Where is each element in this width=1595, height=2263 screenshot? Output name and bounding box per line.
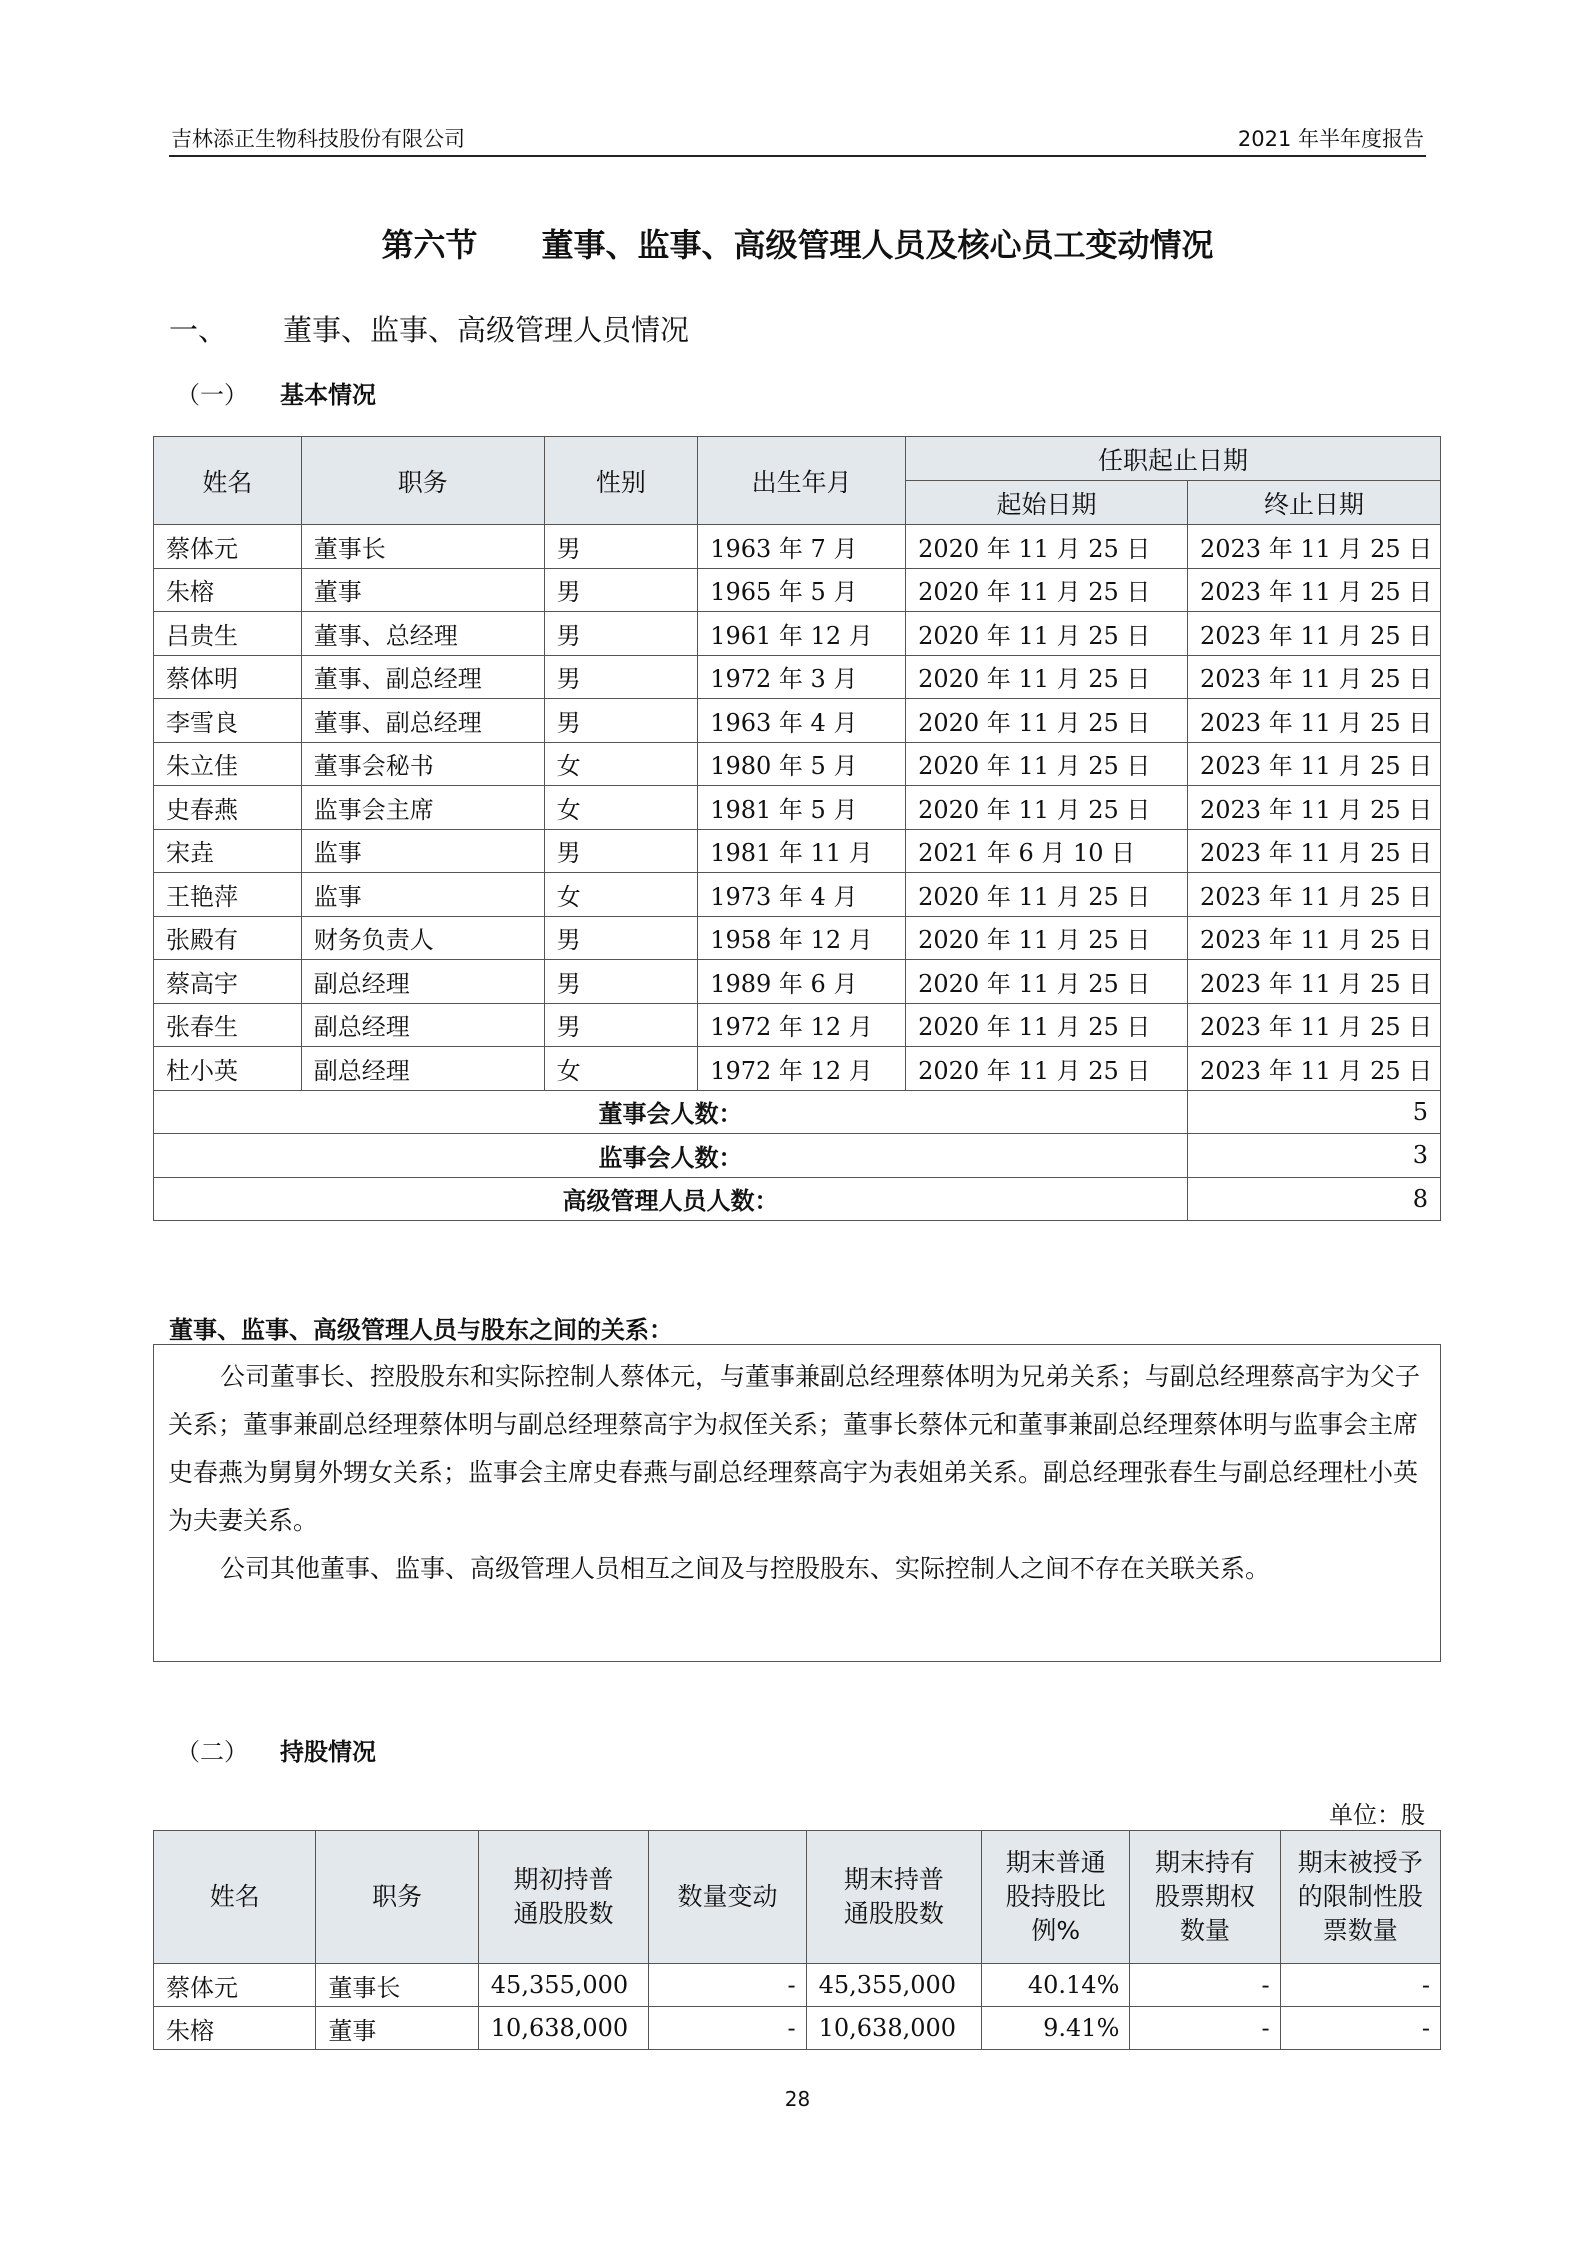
summary-row bbox=[154, 1177, 1441, 1221]
summary-label: 高级管理人员人数： bbox=[154, 1177, 1188, 1221]
cell-position: 副总经理 bbox=[301, 1003, 544, 1047]
heading-1-number: 一、 bbox=[169, 313, 228, 347]
cell-start: 2020 年 11 月 25 日 bbox=[906, 699, 1188, 743]
cell-begin-shares: 45,355,000 bbox=[478, 1964, 649, 2007]
cell-gender: 男 bbox=[544, 655, 698, 699]
cell-gender: 女 bbox=[544, 1047, 698, 1091]
cell-position: 董事长 bbox=[301, 525, 544, 569]
cell-name: 张殿有 bbox=[154, 916, 302, 960]
cell-start: 2021 年 6 月 10 日 bbox=[906, 829, 1188, 873]
cell-end: 2023 年 11 月 25 日 bbox=[1187, 612, 1440, 656]
cell-birth: 1973 年 4 月 bbox=[698, 873, 906, 917]
sh-header-options: 期末持有 股票期权 数量 bbox=[1130, 1831, 1280, 1964]
sh-header-begin-shares: 期初持普 通股股数 bbox=[478, 1831, 649, 1964]
summary-row bbox=[154, 1090, 1441, 1134]
cell-birth: 1989 年 6 月 bbox=[698, 960, 906, 1004]
cell-name: 朱立佳 bbox=[154, 742, 302, 786]
cell-start: 2020 年 11 月 25 日 bbox=[906, 742, 1188, 786]
summary-label: 监事会人数： bbox=[154, 1134, 1188, 1178]
cell-birth: 1972 年 12 月 bbox=[698, 1047, 906, 1091]
cell-birth: 1981 年 5 月 bbox=[698, 786, 906, 830]
cell-start: 2020 年 11 月 25 日 bbox=[906, 525, 1188, 569]
cell-restricted: - bbox=[1280, 2007, 1440, 2050]
heading-basic-info-number: （一） bbox=[176, 381, 248, 409]
cell-name: 朱榕 bbox=[154, 2007, 316, 2050]
table-row bbox=[154, 960, 1441, 1004]
sh-header-name: 姓名 bbox=[154, 1831, 316, 1964]
cell-end: 2023 年 11 月 25 日 bbox=[1187, 568, 1440, 612]
summary-value: 3 bbox=[1187, 1134, 1440, 1178]
cell-change: - bbox=[649, 2007, 806, 2050]
table-row bbox=[154, 699, 1441, 743]
cell-birth: 1958 年 12 月 bbox=[698, 916, 906, 960]
cell-birth: 1972 年 3 月 bbox=[698, 655, 906, 699]
shareholding-table bbox=[153, 1830, 1441, 2050]
cell-name: 李雪良 bbox=[154, 699, 302, 743]
cell-position: 财务负责人 bbox=[301, 916, 544, 960]
cell-birth: 1965 年 5 月 bbox=[698, 568, 906, 612]
table-row bbox=[154, 525, 1441, 569]
table-row bbox=[154, 1047, 1441, 1091]
cell-end: 2023 年 11 月 25 日 bbox=[1187, 829, 1440, 873]
cell-position: 监事会主席 bbox=[301, 786, 544, 830]
sh-header-position: 职务 bbox=[316, 1831, 478, 1964]
cell-name: 王艳萍 bbox=[154, 873, 302, 917]
cell-birth: 1963 年 7 月 bbox=[698, 525, 906, 569]
relations-box bbox=[153, 1344, 1441, 1662]
personnel-table bbox=[153, 436, 1441, 1221]
cell-start: 2020 年 11 月 25 日 bbox=[906, 1047, 1188, 1091]
cell-birth: 1972 年 12 月 bbox=[698, 1003, 906, 1047]
cell-position: 董事、总经理 bbox=[301, 612, 544, 656]
summary-value: 5 bbox=[1187, 1090, 1440, 1134]
personnel-table-body bbox=[154, 525, 1441, 1091]
cell-position: 董事、副总经理 bbox=[301, 699, 544, 743]
cell-birth: 1961 年 12 月 bbox=[698, 612, 906, 656]
cell-position: 董事长 bbox=[316, 1964, 478, 2007]
cell-gender: 女 bbox=[544, 873, 698, 917]
cell-position: 董事、副总经理 bbox=[301, 655, 544, 699]
sh-header-end-shares: 期末持普 通股股数 bbox=[806, 1831, 982, 1964]
table-row bbox=[154, 742, 1441, 786]
table-row bbox=[154, 568, 1441, 612]
cell-end: 2023 年 11 月 25 日 bbox=[1187, 786, 1440, 830]
cell-gender: 男 bbox=[544, 916, 698, 960]
cell-gender: 女 bbox=[544, 786, 698, 830]
cell-name: 张春生 bbox=[154, 1003, 302, 1047]
heading-1-text: 董事、监事、高级管理人员情况 bbox=[283, 313, 690, 347]
section-title: 第六节 董事、监事、高级管理人员及核心员工变动情况 bbox=[381, 226, 1214, 264]
cell-end: 2023 年 11 月 25 日 bbox=[1187, 742, 1440, 786]
cell-name: 宋垚 bbox=[154, 829, 302, 873]
col-header-term: 任职起止日期 bbox=[906, 437, 1441, 481]
cell-start: 2020 年 11 月 25 日 bbox=[906, 1003, 1188, 1047]
cell-end: 2023 年 11 月 25 日 bbox=[1187, 960, 1440, 1004]
cell-start: 2020 年 11 月 25 日 bbox=[906, 568, 1188, 612]
cell-birth: 1963 年 4 月 bbox=[698, 699, 906, 743]
heading-shareholding bbox=[176, 1732, 376, 1767]
table-row bbox=[154, 1003, 1441, 1047]
cell-gender: 男 bbox=[544, 525, 698, 569]
table-row bbox=[154, 873, 1441, 917]
cell-birth: 1980 年 5 月 bbox=[698, 742, 906, 786]
cell-birth: 1981 年 11 月 bbox=[698, 829, 906, 873]
cell-name: 杜小英 bbox=[154, 1047, 302, 1091]
personnel-summary bbox=[154, 1090, 1441, 1221]
sh-header-ratio: 期末普通 股持股比 例% bbox=[982, 1831, 1130, 1964]
table-row bbox=[154, 612, 1441, 656]
sh-header-change: 数量变动 bbox=[649, 1831, 806, 1964]
col-header-position: 职务 bbox=[301, 437, 544, 525]
cell-gender: 男 bbox=[544, 829, 698, 873]
table-row bbox=[154, 1964, 1441, 2007]
table-row bbox=[154, 655, 1441, 699]
cell-ratio: 9.41% bbox=[982, 2007, 1130, 2050]
table-row bbox=[154, 916, 1441, 960]
summary-label: 董事会人数： bbox=[154, 1090, 1188, 1134]
cell-options: - bbox=[1130, 1964, 1280, 2007]
relations-paragraph-2: 公司其他董事、监事、高级管理人员相互之间及与控股股东、实际控制人之间不存在关联关系。 bbox=[220, 1554, 1271, 1583]
cell-end: 2023 年 11 月 25 日 bbox=[1187, 699, 1440, 743]
heading-shareholding-number: （二） bbox=[176, 1738, 248, 1766]
heading-1 bbox=[169, 308, 689, 349]
table-row bbox=[154, 2007, 1441, 2050]
unit-label: 单位：股 bbox=[1329, 1801, 1425, 1829]
sh-header-restricted: 期末被授予 的限制性股 票数量 bbox=[1280, 1831, 1440, 1964]
cell-name: 蔡高宇 bbox=[154, 960, 302, 1004]
summary-value: 8 bbox=[1187, 1177, 1440, 1221]
cell-name: 朱榕 bbox=[154, 568, 302, 612]
cell-start: 2020 年 11 月 25 日 bbox=[906, 786, 1188, 830]
cell-start: 2020 年 11 月 25 日 bbox=[906, 960, 1188, 1004]
cell-position: 董事会秘书 bbox=[301, 742, 544, 786]
page-number: 28 bbox=[784, 2087, 811, 2111]
cell-end-shares: 45,355,000 bbox=[806, 1964, 982, 2007]
table-row bbox=[154, 829, 1441, 873]
col-header-gender: 性别 bbox=[544, 437, 698, 525]
cell-end: 2023 年 11 月 25 日 bbox=[1187, 655, 1440, 699]
heading-basic-info-text: 基本情况 bbox=[280, 381, 376, 409]
cell-end: 2023 年 11 月 25 日 bbox=[1187, 1047, 1440, 1091]
summary-row bbox=[154, 1134, 1441, 1178]
page-header bbox=[169, 117, 1426, 157]
cell-position: 监事 bbox=[301, 873, 544, 917]
relations-paragraph-1: 公司董事长、控股股东和实际控制人蔡体元，与董事兼副总经理蔡体明为兄弟关系；与副总经理蔡高宇为父子关系；董事兼副总经理蔡体明与副总经理蔡高宇为叔侄关系；董事长蔡体元和董事兼副总经理蔡体明与监事会主席史春燕为舅舅外甥女关系；监事会主席史春燕与副总经理蔡高宇为表姐弟关系。副总经理张春生与副总经理杜小英为夫妻关系。 bbox=[168, 1362, 1421, 1535]
col-header-name: 姓名 bbox=[154, 437, 302, 525]
col-header-end: 终止日期 bbox=[1187, 481, 1440, 525]
cell-position: 董事 bbox=[301, 568, 544, 612]
col-header-start: 起始日期 bbox=[906, 481, 1188, 525]
cell-gender: 女 bbox=[544, 742, 698, 786]
cell-change: - bbox=[649, 1964, 806, 2007]
cell-restricted: - bbox=[1280, 1964, 1440, 2007]
cell-name: 蔡体元 bbox=[154, 1964, 316, 2007]
cell-position: 董事 bbox=[316, 2007, 478, 2050]
cell-end: 2023 年 11 月 25 日 bbox=[1187, 525, 1440, 569]
heading-shareholding-text: 持股情况 bbox=[280, 1738, 376, 1766]
cell-gender: 男 bbox=[544, 612, 698, 656]
cell-start: 2020 年 11 月 25 日 bbox=[906, 873, 1188, 917]
heading-basic-info bbox=[176, 375, 376, 410]
cell-start: 2020 年 11 月 25 日 bbox=[906, 655, 1188, 699]
header-report-title: 2021 年半年度报告 bbox=[1237, 127, 1424, 151]
table-row bbox=[154, 786, 1441, 830]
cell-gender: 男 bbox=[544, 960, 698, 1004]
cell-start: 2020 年 11 月 25 日 bbox=[906, 612, 1188, 656]
cell-gender: 男 bbox=[544, 699, 698, 743]
relations-title: 董事、监事、高级管理人员与股东之间的关系： bbox=[169, 1316, 673, 1344]
cell-end: 2023 年 11 月 25 日 bbox=[1187, 873, 1440, 917]
cell-name: 蔡体元 bbox=[154, 525, 302, 569]
cell-name: 吕贵生 bbox=[154, 612, 302, 656]
cell-position: 副总经理 bbox=[301, 1047, 544, 1091]
cell-start: 2020 年 11 月 25 日 bbox=[906, 916, 1188, 960]
cell-name: 蔡体明 bbox=[154, 655, 302, 699]
cell-gender: 男 bbox=[544, 1003, 698, 1047]
cell-end: 2023 年 11 月 25 日 bbox=[1187, 1003, 1440, 1047]
cell-ratio: 40.14% bbox=[982, 1964, 1130, 2007]
cell-end: 2023 年 11 月 25 日 bbox=[1187, 916, 1440, 960]
header-company: 吉林添正生物科技股份有限公司 bbox=[171, 127, 465, 151]
cell-begin-shares: 10,638,000 bbox=[478, 2007, 649, 2050]
cell-gender: 男 bbox=[544, 568, 698, 612]
col-header-birth: 出生年月 bbox=[698, 437, 906, 525]
cell-end-shares: 10,638,000 bbox=[806, 2007, 982, 2050]
cell-options: - bbox=[1130, 2007, 1280, 2050]
shareholding-table-body bbox=[154, 1964, 1441, 2050]
cell-name: 史春燕 bbox=[154, 786, 302, 830]
cell-position: 副总经理 bbox=[301, 960, 544, 1004]
cell-position: 监事 bbox=[301, 829, 544, 873]
